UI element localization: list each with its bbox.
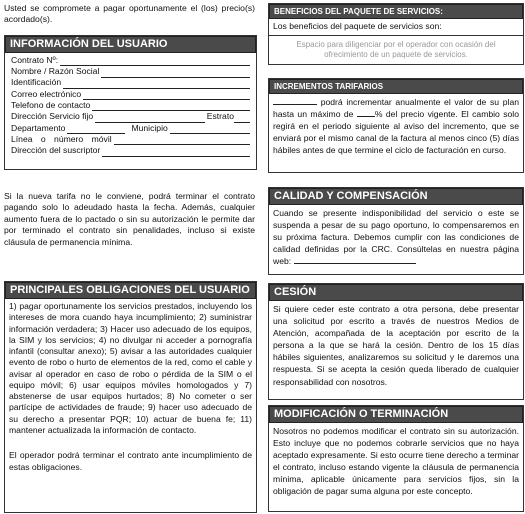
tariff-note: Si la nueva tarifa no le conviene, podrá terminar el contrato pagando solo lo adeudado hasta la fecha. Además, cualquier aumento fuera de lo pactado o sin su autorización le permite dar por terminado el contrato sin penalidades, incluso si existe cláusula de permanencia mínima.: [4, 191, 255, 247]
obligations-closing: El operador podrá terminar el contrato ante incumplimiento de estas obligaciones.: [9, 450, 252, 472]
user-info-section: [4, 35, 257, 170]
increments-section: [268, 78, 524, 173]
obligations-title: PRINCIPALES OBLIGACIONES DEL USUARIO: [5, 282, 256, 299]
percent-blank[interactable]: [357, 108, 375, 117]
correo-field[interactable]: Correo electrónico: [11, 89, 250, 100]
linea-movil-field[interactable]: Línea o número móvil: [11, 134, 250, 145]
identificacion-field[interactable]: Identificación: [11, 78, 250, 89]
user-info-title: INFORMACIÓN DEL USUARIO: [5, 36, 256, 53]
quality-title: CALIDAD Y COMPENSACIÓN: [269, 188, 523, 205]
increments-text: podrá incrementar anualmente el valor de su plan hasta un máximo de % del precio vigente. El cambio solo regirá en el periodo siguiente al aviso del incremento, que se enviará por el mismo canal de la factura al menos cinco (5) días hábiles antes de que termine el ciclo de facturación en curso.: [273, 97, 519, 156]
municipio-label: Municipio: [131, 122, 168, 133]
obligations-text: 1) pagar oportunamente los servicios prestados, incluyendo los intereses de mora cuando haya incumplimiento; 2) suministrar información verdadera; 3) Hacer uso adecuado de los equipos, la SIM y los servicios; 4) no divulgar ni acceder a pornografía infantil (consultar anexo); 5) avisar a las autoridades cualquier evento de robo o hurto de elementos de la red, como el cable y avisar al operador en caso de robo o pérdida de la SIM o el equipo móvil; 6) usar equipos móviles homologados y 7) abstenerse de usar equipos hurtados; 8) No cometer o ser partícipe de actividades de fraude; 9) hacer uso adecuado de su derecho a presentar PQR; 10) actuar de buena fe; 11) mantener actualizada la información de contacto.: [9, 301, 252, 435]
intro-text: Usted se compromete a pagar oportunamente el (los) precio(s) acordado(s).: [4, 3, 255, 25]
obligations-section: [4, 281, 257, 513]
direccion-fijo-field[interactable]: Dirección Servicio fijo Estrato: [11, 111, 250, 122]
modification-title: MODIFICACIÓN O TERMINACIÓN: [269, 406, 523, 423]
cession-section: [268, 283, 524, 400]
nombre-field[interactable]: Nombre / Razón Social: [11, 66, 250, 77]
benefits-section: [268, 3, 524, 65]
benefits-title: BENEFICIOS DEL PAQUETE DE SERVICIOS:: [269, 4, 523, 19]
quality-text: Cuando se presente indisponibilidad del servicio o este se suspenda a pesar de su pago oportuno, lo compensaremos en su próxima factura. Debemos cumplir con las condiciones de calidad definidas por la CRC. Consúltelas en nuestra página web:: [273, 208, 519, 266]
website-blank[interactable]: [294, 255, 416, 264]
modification-text: Nosotros no podemos modificar el contrato sin su autorización. Esto incluye que no podemos cobrarle servicios que no haya aceptado expresamente. Si esto ocurre tiene derecho a terminar el contrato, incluso estando vigente la cláusula de permanencia mínima, aplicable únicamente para servicios fijos, sin la obligación de pagar suma alguna por este concepto.: [273, 426, 519, 496]
increments-title: INCREMENTOS TARIFARIOS: [269, 79, 523, 94]
direccion-suscriptor-field[interactable]: Dirección del suscriptor: [11, 145, 250, 156]
modification-section: [268, 405, 524, 512]
operator-blank[interactable]: [273, 96, 317, 105]
cession-text: Si quiere ceder este contrato a otra persona, debe presentar una solicitud por escrito a través de nuestros Medios de Atención, acompañada de la aceptación por escrito de la persona a la que se hará la cesión. Dentro de los 15 días hábiles siguientes, analizaremos su solicitud y le daremos una respuesta. Si se acepta la cesión queda liberado de cualquier responsabilidad con nosotros.: [273, 304, 519, 387]
benefits-subtitle: Los beneficios del paquete de servicios son:: [269, 19, 523, 35]
benefits-placeholder[interactable]: Espacio para diligenciar por el operador con ocasión del ofrecimiento de un paquete de servicios.: [296, 39, 496, 59]
cession-title: CESIÓN: [269, 284, 523, 301]
contrato-field[interactable]: Contrato Nº:: [11, 55, 250, 66]
quality-section: [268, 187, 524, 275]
departamento-field[interactable]: Departamento Municipio: [11, 123, 250, 134]
telefono-field[interactable]: Telefono de contacto: [11, 100, 250, 111]
estrato-label: Estrato: [206, 111, 234, 122]
